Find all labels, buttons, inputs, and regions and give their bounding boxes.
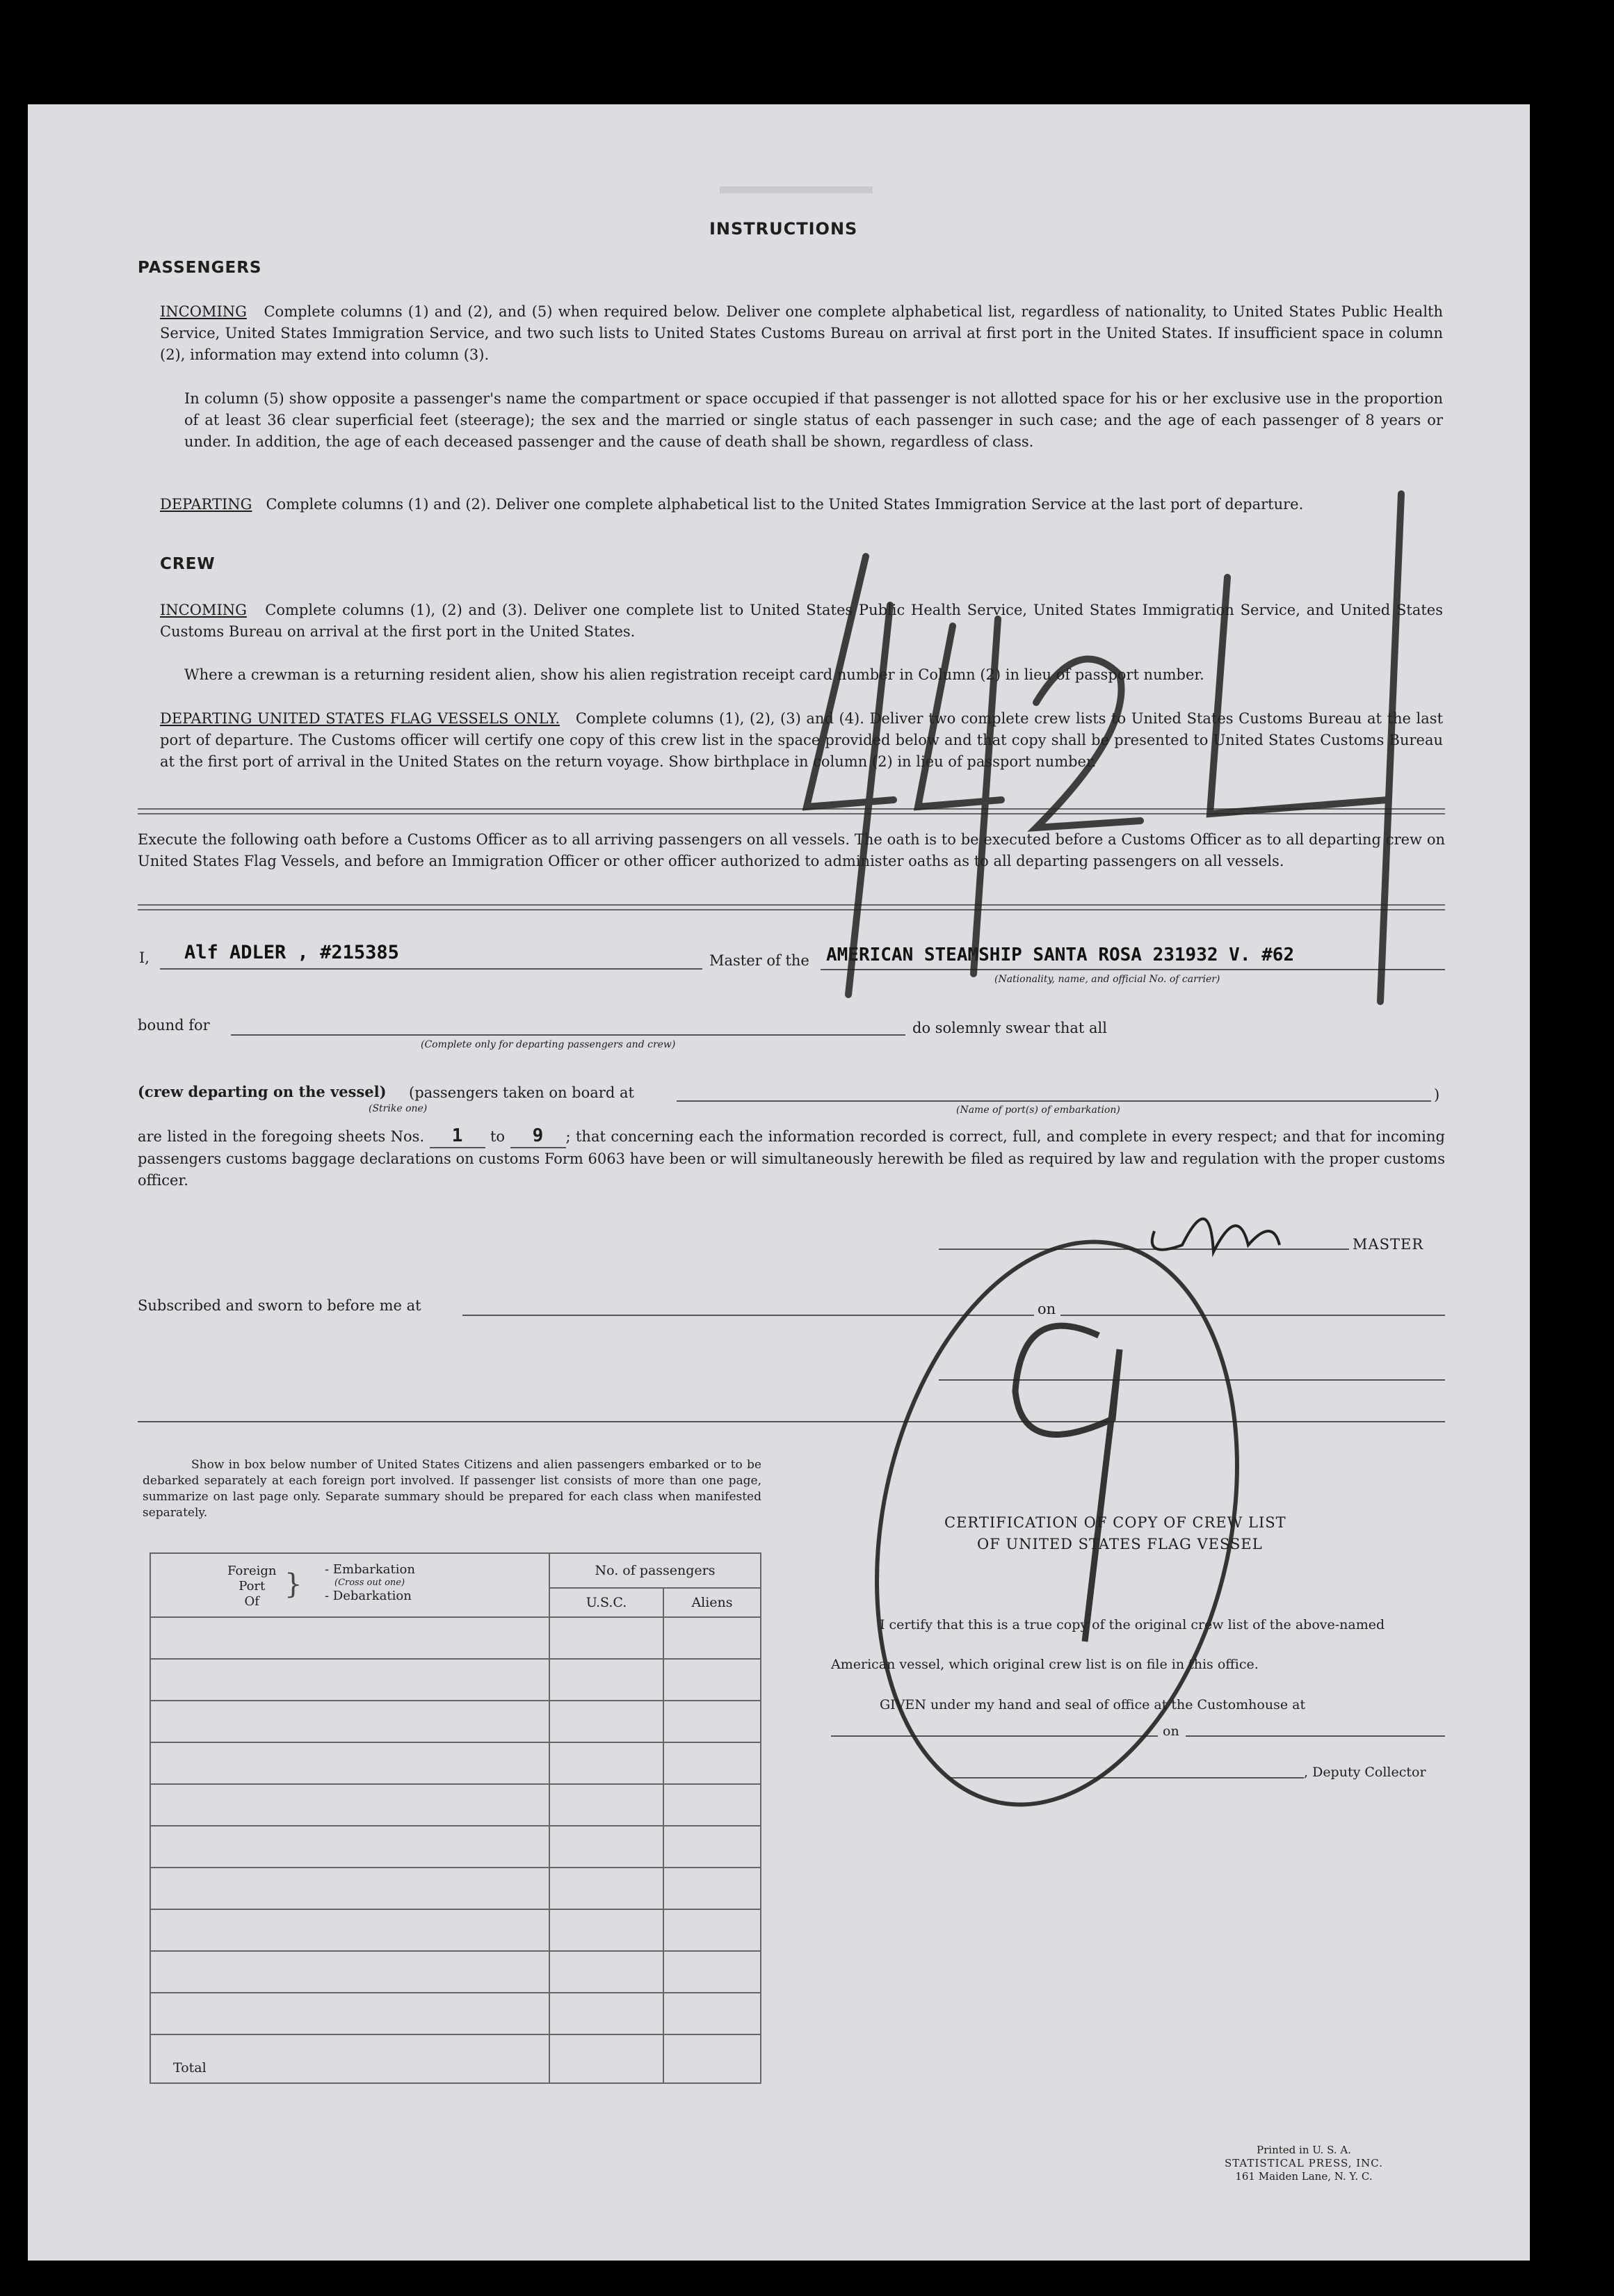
rest-text: ; that concerning each the information recorded is correct, full, and complete in every respect; and that for incoming passengers customs baggage declarations on customs Form 6063 have been or will simultaneously herewith be filed as required by law and regulation with the proper customs officer. <box>138 1128 1445 1189</box>
incoming-text: Complete columns (1) and (2), and (5) when required below. Deliver one complete alphabetical list, regardless of nationality, to United States Public Health Service, United States Immigration Service, and two such lists to United States Customs Bureau on arrival at first port in the United States. If insufficient space in column (2), information may extend into column (3). <box>160 303 1443 363</box>
departing-text: Complete columns (1) and (2). Deliver one complete alphabetical list to the United States Immigration Service at the last port of departure. <box>266 496 1304 513</box>
printer-line-3: 161 Maiden Lane, N. Y. C. <box>1235 2170 1373 2183</box>
certification-line-2: American vessel, which original crew list is on file in this office. <box>831 1657 1259 1672</box>
handwriting-overlay <box>28 104 1530 2261</box>
certification-on-label: on <box>1163 1724 1179 1739</box>
certification-line-1: I certify that this is a true copy of the original crew list of the above-named <box>880 1617 1385 1632</box>
port-caption: (Name of port(s) of embarkation) <box>956 1105 1120 1116</box>
vessel-name: AMERICAN STEAMSHIP SANTA ROSA 231932 V. #62 <box>826 945 1295 965</box>
instructions-title: INSTRUCTIONS <box>709 219 858 239</box>
departing-label: DEPARTING <box>160 496 252 513</box>
handwritten-digit-2 <box>1036 659 1140 828</box>
document-page <box>28 104 1530 2261</box>
deputy-label: , Deputy Collector <box>1304 1765 1426 1780</box>
debarkation-label: - Debarkation <box>325 1589 412 1603</box>
no-passengers-header: No. of passengers <box>549 1553 761 1588</box>
vessel-caption: (Nationality, name, and official No. of carrier) <box>994 974 1220 985</box>
crew-departing-text: Complete columns (1), (2), (3) and (4). Deliver two complete crew lists to United States Customs Bureau at the last port of departure. The Customs officer will certify one copy of this crew list in the space provided below and that copy shall be presented to United States Customs Bureau at the first port of arrival in the United States on the return voyage. Show birthplace in column (2) in lieu of passport number. <box>160 710 1444 770</box>
i-label: I, <box>139 949 150 966</box>
aliens-header: Aliens <box>663 1588 761 1617</box>
swear-text: do solemnly swear that all <box>912 1020 1107 1036</box>
passengers-taken-option: (passengers taken on board at <box>409 1084 634 1101</box>
bound-for-label: bound for <box>138 1017 210 1034</box>
sheet-to: 9 <box>510 1125 566 1148</box>
certification-title-1: CERTIFICATION OF COPY OF CREW LIST <box>944 1514 1286 1531</box>
subscribed-on-label: on <box>1038 1301 1056 1317</box>
oath-intro: Execute the following oath before a Customs Officer as to all arriving passengers on all vessels. The oath is to be executed before a Customs Officer as to all departing crew on United States Flag Vessels, and before an Immigration Officer or other officer authorized to administer oaths as to all departing passengers on all vessels. <box>138 831 1445 869</box>
brace-icon: } <box>284 1568 302 1600</box>
to-label: to <box>490 1128 506 1145</box>
total-label: Total <box>150 2034 549 2083</box>
master-of-label: Master of the <box>709 952 809 969</box>
port-label: Port <box>239 1579 266 1593</box>
column5-text: In column (5) show opposite a passenger's name the compartment or space occupied if that passenger is not allotted space for his or her exclusive use in the proportion of at least 36 clear superficial feet (steerage); the sex and the married or single status of each passenger in such case; and the age of each passenger of 8 years or under. In addition, the age of each deceased passenger and the cause of death shall be shown, regardless of class. <box>184 390 1443 450</box>
circled-digit-9 <box>1015 1326 1120 1641</box>
printer-line-1: Printed in U. S. A. <box>1257 2144 1351 2156</box>
printer-line-2: STATISTICAL PRESS, INC. <box>1224 2157 1384 2169</box>
summary-note: Show in box below number of United States Citizens and alien passengers embarked or to be debarked separately at each foreign port involved. If passenger list consists of more than one page, summarize on last page only. Separate summary should be prepared for each class when manifested separately. <box>143 1458 761 1520</box>
foreign-label: Foreign <box>227 1564 277 1578</box>
master-name: Alf ADLER , #215385 <box>184 942 399 963</box>
bound-for-caption: (Complete only for departing passengers and crew) <box>421 1039 676 1050</box>
master-label: MASTER <box>1353 1236 1424 1253</box>
strike-one-caption: (Strike one) <box>369 1103 428 1114</box>
crew-departing-label: DEPARTING UNITED STATES FLAG VESSELS ONLY. <box>160 710 560 727</box>
certification-title-2: OF UNITED STATES FLAG VESSEL <box>977 1536 1263 1552</box>
crew-incoming-text: Complete columns (1), (2) and (3). Deliver one complete list to United States Public Health Service, United States Immigration Service, and United States Customs Bureau on arrival at the first port in the United States. <box>160 602 1443 640</box>
crewman-text: Where a crewman is a returning resident alien, show his alien registration receipt card number in Column (2) in lieu of passport number. <box>184 666 1204 683</box>
passengers-heading: PASSENGERS <box>138 259 262 277</box>
close-paren: ) <box>1434 1086 1440 1103</box>
listed-label: are listed in the foregoing sheets Nos. <box>138 1128 425 1145</box>
subscribed-label: Subscribed and sworn to before me at <box>138 1297 421 1314</box>
embarkation-label: - Embarkation <box>325 1562 415 1577</box>
crew-heading: CREW <box>160 555 216 573</box>
cross-out-caption: (Cross out one) <box>334 1578 405 1588</box>
incoming-label: INCOMING <box>160 303 247 320</box>
of-label: Of <box>244 1594 259 1609</box>
handwritten-digit-4b-stem <box>974 619 998 974</box>
sheet-from: 1 <box>430 1125 485 1148</box>
circle-mark <box>828 1208 1286 1838</box>
certification-line-3: GIVEN under my hand and seal of office at the Customhouse at <box>880 1697 1306 1712</box>
crew-incoming-label: INCOMING <box>160 602 247 618</box>
master-signature <box>1152 1219 1280 1252</box>
handwritten-digit-4c <box>1210 577 1387 814</box>
handwritten-digit-4c-stem <box>1380 494 1401 1002</box>
usc-header: U.S.C. <box>549 1588 663 1617</box>
crew-departing-option: (crew departing on the vessel) <box>138 1083 387 1100</box>
